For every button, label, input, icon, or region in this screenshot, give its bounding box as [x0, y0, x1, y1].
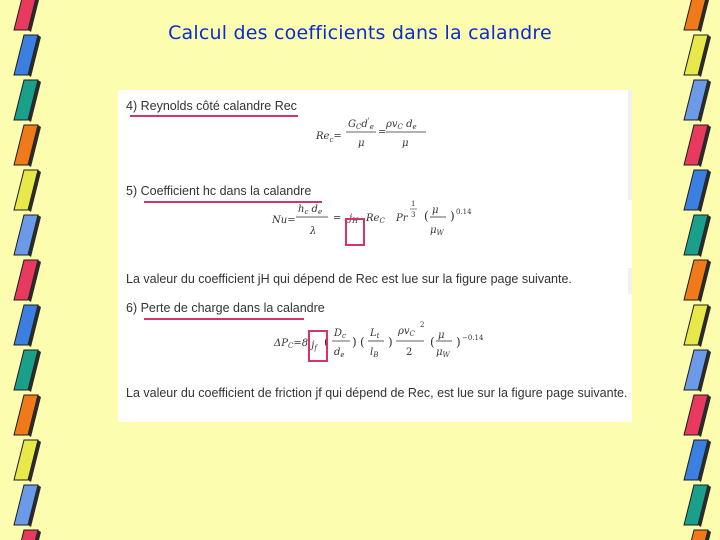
svg-text:μ: μ	[358, 138, 365, 149]
hc-heading: 5) Coefficient hc dans la calandre	[126, 184, 312, 198]
svg-text:): )	[388, 335, 393, 349]
hc-formula	[270, 190, 500, 242]
left-decorative-border	[0, 0, 50, 540]
svg-text:(: (	[430, 335, 435, 349]
svg-text:−0.14: −0.14	[462, 334, 484, 342]
svg-text:Nu=: Nu=	[272, 215, 296, 226]
content-panel	[118, 90, 632, 422]
svg-text:hc de: $h_c$ $d_e$	[298, 204, 323, 216]
jh-note: La valeur du coefficient jH qui dépend de Rec est lue sur la figure page suivante.	[126, 272, 572, 286]
svg-text:Pr: Pr	[396, 213, 408, 224]
reynolds-heading: 4) Reynolds côté calandre Rec	[126, 99, 297, 113]
slide-title: Calcul des coefficients dans la calandre	[168, 22, 552, 44]
svg-text:Rec=: $Re_c=$	[316, 131, 342, 144]
svg-text:ρvC de: $\rho v_C$ $d_e$	[386, 119, 417, 131]
svg-text:lB: $l_B$	[370, 347, 379, 359]
svg-text:3: 3	[411, 211, 416, 219]
svg-text:=: =	[378, 127, 387, 138]
svg-text:μ: μ	[438, 330, 445, 341]
right-decorative-border	[670, 0, 720, 540]
svg-text:de: $d_e$	[334, 347, 345, 359]
jf-note: La valeur du coefficient de friction jf qui dépend de Rec, est lue sur la figure page suivante.	[126, 386, 628, 400]
svg-text:=: =	[333, 213, 342, 224]
svg-text:Lt: $L_t$	[370, 328, 380, 340]
border-bar	[14, 530, 38, 540]
svg-text:): )	[450, 209, 455, 223]
svg-text:μ: μ	[432, 205, 439, 216]
svg-text:λ: λ	[310, 226, 317, 237]
panel-edge	[628, 268, 632, 294]
svg-text:ΔPC=8 jf: $\Delta P_C=8$ $j_f$	[274, 338, 317, 352]
svg-text:2: 2	[420, 321, 425, 329]
jf-highlight-box	[308, 330, 328, 362]
reynolds-underline	[130, 115, 298, 117]
svg-text:): )	[352, 335, 357, 349]
svg-text:μ: μ	[402, 138, 409, 149]
svg-text:(: (	[360, 335, 365, 349]
svg-text:ReC: $Re_C$	[366, 213, 385, 225]
svg-text:GCd'e: $G_Cd'_e$	[348, 117, 374, 131]
svg-text:ρvC: $\rho v_C$	[398, 326, 415, 338]
svg-text:): )	[456, 335, 461, 349]
jh-highlight-box	[345, 218, 365, 246]
svg-text:2: 2	[406, 347, 413, 358]
svg-text:(: (	[424, 209, 429, 223]
pertes-heading: 6) Perte de charge dans la calandre	[126, 301, 325, 315]
svg-text:μW: $\mu_W$	[436, 347, 450, 359]
svg-text:(: (	[324, 335, 329, 349]
svg-text:μW: $\mu_W$	[430, 225, 444, 237]
border-bar	[684, 530, 708, 540]
svg-text:1: 1	[411, 200, 416, 208]
reynolds-formula	[314, 112, 474, 158]
svg-text:0.14: 0.14	[456, 208, 472, 216]
panel-edge	[628, 90, 632, 200]
svg-text:jH: $j_H$	[349, 213, 359, 225]
svg-text:Dc: $D_c$	[334, 328, 346, 340]
